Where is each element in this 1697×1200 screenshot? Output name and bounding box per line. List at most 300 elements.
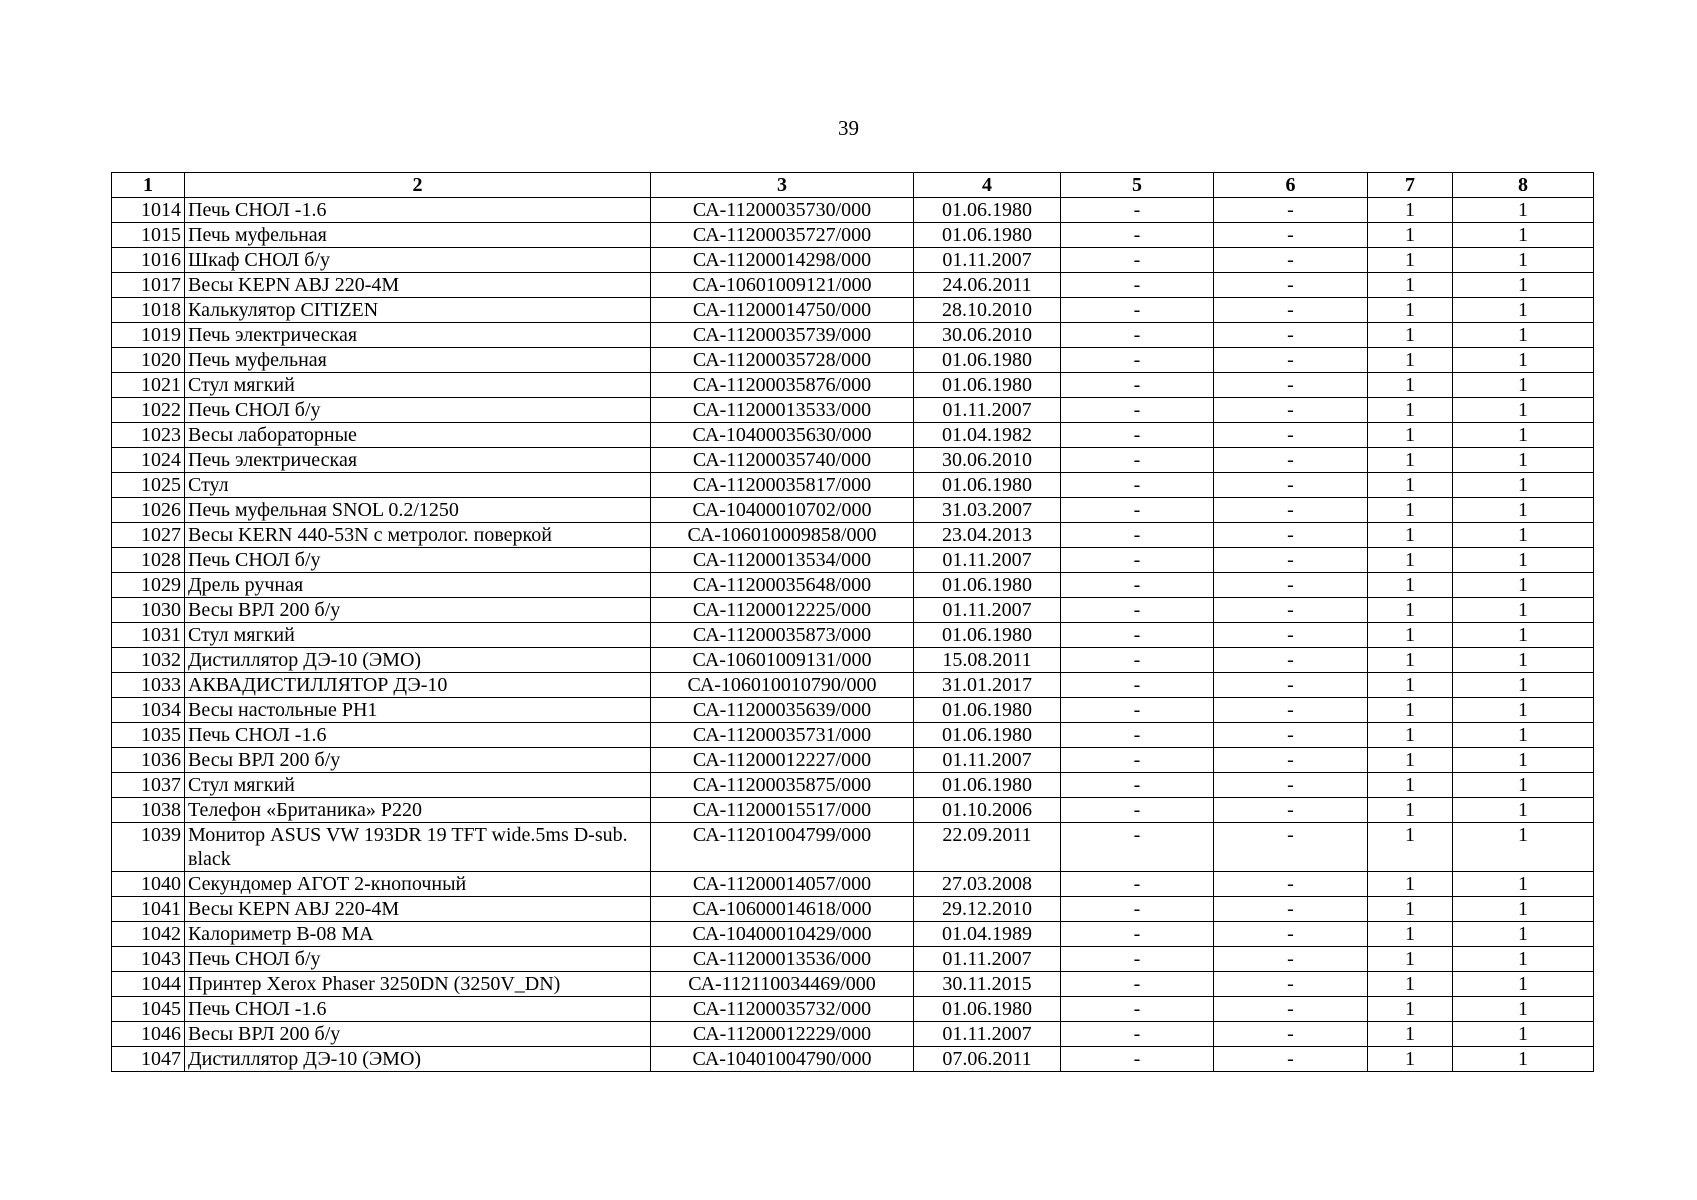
cell-date: 01.06.1980 (914, 773, 1061, 798)
cell-col-7: 1 (1368, 248, 1453, 273)
cell-col-6: - (1214, 1047, 1368, 1072)
cell-col-8: 1 (1453, 198, 1594, 223)
cell-col-6: - (1214, 348, 1368, 373)
cell-col-8: 1 (1453, 548, 1594, 573)
table-row (112, 922, 1594, 947)
cell-col-5: - (1061, 423, 1214, 448)
table-row (112, 473, 1594, 498)
cell-col-5: - (1061, 748, 1214, 773)
table-row (112, 947, 1594, 972)
cell-col-7: 1 (1368, 198, 1453, 223)
cell-inventory-code: СА-11200035727/000 (651, 223, 914, 248)
cell-col-5: - (1061, 698, 1214, 723)
cell-item-name: Весы KEPN ABJ 220-4M (185, 273, 651, 298)
cell-date: 24.06.2011 (914, 273, 1061, 298)
cell-inventory-code: СА-11200035732/000 (651, 997, 914, 1022)
table-row (112, 448, 1594, 473)
table-row (112, 298, 1594, 323)
cell-row-number: 1031 (112, 623, 185, 648)
table-row (112, 723, 1594, 748)
cell-col-5: - (1061, 573, 1214, 598)
cell-inventory-code: СА-11200012227/000 (651, 748, 914, 773)
cell-inventory-code: СА-11200013534/000 (651, 548, 914, 573)
cell-inventory-code: СА-11200035639/000 (651, 698, 914, 723)
cell-item-name: АКВАДИСТИЛЛЯТОР ДЭ-10 (185, 673, 651, 698)
cell-col-8: 1 (1453, 1022, 1594, 1047)
cell-col-5: - (1061, 398, 1214, 423)
cell-col-6: - (1214, 573, 1368, 598)
cell-row-number: 1036 (112, 748, 185, 773)
cell-date: 29.12.2010 (914, 897, 1061, 922)
cell-inventory-code: СА-11201004799/000 (651, 823, 914, 872)
cell-item-name: Весы ВРЛ 200 б/у (185, 1022, 651, 1047)
cell-col-5: - (1061, 623, 1214, 648)
cell-date: 22.09.2011 (914, 823, 1061, 872)
cell-row-number: 1021 (112, 373, 185, 398)
cell-col-7: 1 (1368, 473, 1453, 498)
cell-item-name: Дистиллятор ДЭ-10 (ЭМО) (185, 1047, 651, 1072)
cell-col-8: 1 (1453, 523, 1594, 548)
cell-col-6: - (1214, 897, 1368, 922)
cell-item-name: Печь электрическая (185, 448, 651, 473)
table-row (112, 323, 1594, 348)
cell-row-number: 1017 (112, 273, 185, 298)
cell-row-number: 1020 (112, 348, 185, 373)
cell-col-5: - (1061, 997, 1214, 1022)
cell-col-6: - (1214, 223, 1368, 248)
cell-item-name: Дистиллятор ДЭ-10 (ЭМО) (185, 648, 651, 673)
cell-item-name: Монитор ASUS VW 193DR 19 TFT wide.5ms D-sub. вlack (185, 823, 651, 872)
cell-col-8: 1 (1453, 623, 1594, 648)
cell-date: 23.04.2013 (914, 523, 1061, 548)
table-row (112, 623, 1594, 648)
column-header-4: 4 (914, 173, 1061, 198)
column-header-3: 3 (651, 173, 914, 198)
cell-col-8: 1 (1453, 823, 1594, 872)
cell-date: 01.11.2007 (914, 748, 1061, 773)
cell-inventory-code: СА-10600014618/000 (651, 897, 914, 922)
cell-col-8: 1 (1453, 348, 1594, 373)
table-row (112, 798, 1594, 823)
cell-col-7: 1 (1368, 773, 1453, 798)
cell-col-5: - (1061, 773, 1214, 798)
table-row (112, 523, 1594, 548)
cell-date: 31.03.2007 (914, 498, 1061, 523)
cell-col-6: - (1214, 773, 1368, 798)
table-row (112, 972, 1594, 997)
cell-col-6: - (1214, 698, 1368, 723)
cell-date: 01.06.1980 (914, 223, 1061, 248)
cell-col-8: 1 (1453, 223, 1594, 248)
table-row (112, 248, 1594, 273)
cell-col-8: 1 (1453, 723, 1594, 748)
cell-col-5: - (1061, 348, 1214, 373)
cell-col-7: 1 (1368, 997, 1453, 1022)
cell-row-number: 1041 (112, 897, 185, 922)
table-row (112, 573, 1594, 598)
cell-date: 01.04.1982 (914, 423, 1061, 448)
cell-col-8: 1 (1453, 947, 1594, 972)
cell-col-7: 1 (1368, 748, 1453, 773)
cell-inventory-code: СА-11200015517/000 (651, 798, 914, 823)
page-number: 39 (838, 116, 859, 140)
cell-col-5: - (1061, 223, 1214, 248)
table-row (112, 373, 1594, 398)
cell-inventory-code: СА-106010009858/000 (651, 523, 914, 548)
cell-date: 01.11.2007 (914, 947, 1061, 972)
cell-col-8: 1 (1453, 248, 1594, 273)
cell-date: 01.06.1980 (914, 723, 1061, 748)
table-row (112, 198, 1594, 223)
cell-inventory-code: СА-11200014298/000 (651, 248, 914, 273)
cell-col-6: - (1214, 748, 1368, 773)
cell-item-name: Телефон «Британика» Р220 (185, 798, 651, 823)
cell-item-name: Весы KERN 440-53N с метролог. поверкой (185, 523, 651, 548)
cell-col-5: - (1061, 523, 1214, 548)
cell-col-6: - (1214, 922, 1368, 947)
cell-col-6: - (1214, 947, 1368, 972)
cell-col-5: - (1061, 798, 1214, 823)
cell-date: 01.11.2007 (914, 398, 1061, 423)
cell-col-8: 1 (1453, 922, 1594, 947)
cell-date: 01.06.1980 (914, 623, 1061, 648)
cell-inventory-code: СА-11200035876/000 (651, 373, 914, 398)
cell-row-number: 1043 (112, 947, 185, 972)
cell-col-8: 1 (1453, 673, 1594, 698)
cell-inventory-code: СА-11200035817/000 (651, 473, 914, 498)
cell-inventory-code: СА-10400010429/000 (651, 922, 914, 947)
cell-item-name: Весы KEPN ABJ 220-4M (185, 897, 651, 922)
table-row (112, 1047, 1594, 1072)
column-header-1: 1 (112, 173, 185, 198)
cell-col-6: - (1214, 373, 1368, 398)
cell-inventory-code: СА-11200012225/000 (651, 598, 914, 623)
cell-row-number: 1030 (112, 598, 185, 623)
cell-row-number: 1019 (112, 323, 185, 348)
cell-col-5: - (1061, 198, 1214, 223)
table-row (112, 423, 1594, 448)
cell-col-7: 1 (1368, 298, 1453, 323)
cell-item-name: Печь электрическая (185, 323, 651, 348)
cell-item-name: Калькулятор CITIZEN (185, 298, 651, 323)
column-header-8: 8 (1453, 173, 1594, 198)
cell-col-7: 1 (1368, 598, 1453, 623)
cell-row-number: 1015 (112, 223, 185, 248)
cell-col-7: 1 (1368, 423, 1453, 448)
cell-item-name: Стул мягкий (185, 623, 651, 648)
table-row (112, 223, 1594, 248)
cell-item-name: Стул мягкий (185, 773, 651, 798)
cell-col-7: 1 (1368, 823, 1453, 872)
cell-col-6: - (1214, 1022, 1368, 1047)
column-header-5: 5 (1061, 173, 1214, 198)
cell-col-6: - (1214, 398, 1368, 423)
cell-item-name: Стул мягкий (185, 373, 651, 398)
cell-item-name: Печь СНОЛ б/у (185, 548, 651, 573)
cell-col-5: - (1061, 273, 1214, 298)
cell-item-name: Шкаф СНОЛ б/у (185, 248, 651, 273)
cell-col-6: - (1214, 248, 1368, 273)
cell-col-5: - (1061, 648, 1214, 673)
table-row (112, 673, 1594, 698)
cell-col-5: - (1061, 373, 1214, 398)
cell-col-6: - (1214, 423, 1368, 448)
cell-row-number: 1038 (112, 798, 185, 823)
cell-date: 01.06.1980 (914, 373, 1061, 398)
cell-col-7: 1 (1368, 673, 1453, 698)
cell-col-8: 1 (1453, 323, 1594, 348)
cell-date: 01.11.2007 (914, 1022, 1061, 1047)
cell-col-6: - (1214, 623, 1368, 648)
cell-date: 01.06.1980 (914, 698, 1061, 723)
cell-inventory-code: СА-11200035875/000 (651, 773, 914, 798)
cell-item-name: Дрель ручная (185, 573, 651, 598)
cell-row-number: 1035 (112, 723, 185, 748)
cell-inventory-code: СА-10400010702/000 (651, 498, 914, 523)
cell-col-7: 1 (1368, 798, 1453, 823)
cell-col-5: - (1061, 1047, 1214, 1072)
cell-col-5: - (1061, 498, 1214, 523)
cell-col-8: 1 (1453, 373, 1594, 398)
cell-col-6: - (1214, 823, 1368, 872)
cell-col-7: 1 (1368, 573, 1453, 598)
cell-col-8: 1 (1453, 773, 1594, 798)
cell-date: 31.01.2017 (914, 673, 1061, 698)
cell-col-6: - (1214, 473, 1368, 498)
table-row (112, 897, 1594, 922)
table-row (112, 872, 1594, 897)
cell-row-number: 1014 (112, 198, 185, 223)
cell-col-7: 1 (1368, 348, 1453, 373)
cell-inventory-code: СА-106010010790/000 (651, 673, 914, 698)
cell-row-number: 1018 (112, 298, 185, 323)
table-row (112, 273, 1594, 298)
cell-col-6: - (1214, 548, 1368, 573)
cell-item-name: Печь муфельная (185, 223, 651, 248)
cell-col-5: - (1061, 897, 1214, 922)
cell-col-5: - (1061, 1022, 1214, 1047)
cell-item-name: Печь муфельная (185, 348, 651, 373)
cell-col-8: 1 (1453, 573, 1594, 598)
cell-row-number: 1016 (112, 248, 185, 273)
table-header-row (112, 173, 1594, 198)
cell-col-7: 1 (1368, 523, 1453, 548)
table-row (112, 773, 1594, 798)
cell-inventory-code: СА-10400035630/000 (651, 423, 914, 448)
cell-item-name: Весы настольные РН1 (185, 698, 651, 723)
cell-row-number: 1025 (112, 473, 185, 498)
cell-col-8: 1 (1453, 448, 1594, 473)
cell-date: 01.11.2007 (914, 248, 1061, 273)
cell-item-name: Печь СНОЛ б/у (185, 398, 651, 423)
cell-col-5: - (1061, 473, 1214, 498)
table-row (112, 698, 1594, 723)
cell-col-8: 1 (1453, 897, 1594, 922)
cell-col-8: 1 (1453, 498, 1594, 523)
cell-col-7: 1 (1368, 398, 1453, 423)
cell-item-name: Печь СНОЛ -1.6 (185, 997, 651, 1022)
cell-date: 27.03.2008 (914, 872, 1061, 897)
cell-item-name: Печь СНОЛ б/у (185, 947, 651, 972)
cell-date: 30.06.2010 (914, 323, 1061, 348)
cell-col-8: 1 (1453, 748, 1594, 773)
cell-row-number: 1028 (112, 548, 185, 573)
cell-col-7: 1 (1368, 1022, 1453, 1047)
cell-col-6: - (1214, 673, 1368, 698)
cell-inventory-code: СА-11200013533/000 (651, 398, 914, 423)
cell-item-name: Весы лабораторные (185, 423, 651, 448)
cell-item-name: Печь муфельная SNOL 0.2/1250 (185, 498, 651, 523)
cell-col-5: - (1061, 823, 1214, 872)
cell-col-7: 1 (1368, 448, 1453, 473)
cell-item-name: Печь СНОЛ -1.6 (185, 723, 651, 748)
cell-date: 15.08.2011 (914, 648, 1061, 673)
cell-col-5: - (1061, 872, 1214, 897)
cell-inventory-code: СА-11200014057/000 (651, 872, 914, 897)
cell-col-6: - (1214, 273, 1368, 298)
cell-row-number: 1027 (112, 523, 185, 548)
cell-col-6: - (1214, 448, 1368, 473)
cell-col-7: 1 (1368, 273, 1453, 298)
cell-col-7: 1 (1368, 972, 1453, 997)
cell-col-6: - (1214, 523, 1368, 548)
cell-inventory-code: СА-10601009121/000 (651, 273, 914, 298)
cell-col-6: - (1214, 872, 1368, 897)
cell-inventory-code: СА-11200035728/000 (651, 348, 914, 373)
cell-date: 01.10.2006 (914, 798, 1061, 823)
cell-col-6: - (1214, 723, 1368, 748)
column-header-6: 6 (1214, 173, 1368, 198)
cell-row-number: 1029 (112, 573, 185, 598)
cell-row-number: 1040 (112, 872, 185, 897)
cell-row-number: 1034 (112, 698, 185, 723)
cell-inventory-code: СА-11200035740/000 (651, 448, 914, 473)
cell-col-7: 1 (1368, 897, 1453, 922)
cell-col-8: 1 (1453, 398, 1594, 423)
cell-col-7: 1 (1368, 1047, 1453, 1072)
cell-inventory-code: СА-10401004790/000 (651, 1047, 914, 1072)
cell-row-number: 1044 (112, 972, 185, 997)
cell-date: 28.10.2010 (914, 298, 1061, 323)
table-row (112, 598, 1594, 623)
cell-row-number: 1023 (112, 423, 185, 448)
cell-col-7: 1 (1368, 623, 1453, 648)
cell-col-7: 1 (1368, 498, 1453, 523)
cell-col-5: - (1061, 723, 1214, 748)
table-row (112, 398, 1594, 423)
cell-inventory-code: СА-11200035731/000 (651, 723, 914, 748)
cell-col-7: 1 (1368, 723, 1453, 748)
cell-col-7: 1 (1368, 872, 1453, 897)
cell-col-8: 1 (1453, 997, 1594, 1022)
inventory-table (111, 172, 1594, 1072)
cell-col-6: - (1214, 648, 1368, 673)
cell-inventory-code: СА-112110034469/000 (651, 972, 914, 997)
cell-col-8: 1 (1453, 798, 1594, 823)
cell-col-8: 1 (1453, 273, 1594, 298)
cell-inventory-code: СА-11200035739/000 (651, 323, 914, 348)
table-row (112, 823, 1594, 872)
cell-date: 01.06.1980 (914, 348, 1061, 373)
cell-col-5: - (1061, 922, 1214, 947)
cell-row-number: 1045 (112, 997, 185, 1022)
table-row (112, 997, 1594, 1022)
cell-item-name: Печь СНОЛ -1.6 (185, 198, 651, 223)
column-header-7: 7 (1368, 173, 1453, 198)
cell-row-number: 1024 (112, 448, 185, 473)
cell-col-7: 1 (1368, 373, 1453, 398)
table-row (112, 748, 1594, 773)
cell-date: 01.11.2007 (914, 598, 1061, 623)
table-row (112, 648, 1594, 673)
cell-row-number: 1047 (112, 1047, 185, 1072)
cell-col-7: 1 (1368, 548, 1453, 573)
cell-col-7: 1 (1368, 323, 1453, 348)
cell-date: 01.06.1980 (914, 198, 1061, 223)
cell-inventory-code: СА-11200035730/000 (651, 198, 914, 223)
cell-col-5: - (1061, 947, 1214, 972)
cell-date: 01.11.2007 (914, 548, 1061, 573)
cell-row-number: 1037 (112, 773, 185, 798)
cell-item-name: Калориметр В-08 МА (185, 922, 651, 947)
cell-inventory-code: СА-11200035873/000 (651, 623, 914, 648)
cell-col-8: 1 (1453, 872, 1594, 897)
cell-inventory-code: СА-11200013536/000 (651, 947, 914, 972)
cell-item-name: Секундомер АГОТ 2-кнопочный (185, 872, 651, 897)
column-header-2: 2 (185, 173, 651, 198)
cell-date: 07.06.2011 (914, 1047, 1061, 1072)
cell-inventory-code: СА-11200012229/000 (651, 1022, 914, 1047)
cell-col-6: - (1214, 598, 1368, 623)
cell-inventory-code: СА-10601009131/000 (651, 648, 914, 673)
cell-col-8: 1 (1453, 648, 1594, 673)
cell-col-5: - (1061, 673, 1214, 698)
cell-row-number: 1022 (112, 398, 185, 423)
cell-col-5: - (1061, 323, 1214, 348)
cell-row-number: 1032 (112, 648, 185, 673)
cell-col-5: - (1061, 248, 1214, 273)
cell-col-7: 1 (1368, 947, 1453, 972)
cell-col-8: 1 (1453, 598, 1594, 623)
cell-item-name: Стул (185, 473, 651, 498)
cell-col-5: - (1061, 598, 1214, 623)
cell-row-number: 1046 (112, 1022, 185, 1047)
cell-col-8: 1 (1453, 298, 1594, 323)
cell-col-8: 1 (1453, 423, 1594, 448)
cell-col-7: 1 (1368, 698, 1453, 723)
cell-item-name: Весы ВРЛ 200 б/у (185, 748, 651, 773)
table-body (112, 198, 1594, 1072)
cell-col-7: 1 (1368, 922, 1453, 947)
cell-col-5: - (1061, 448, 1214, 473)
cell-date: 30.11.2015 (914, 972, 1061, 997)
cell-item-name: Весы ВРЛ 200 б/у (185, 598, 651, 623)
cell-col-7: 1 (1368, 223, 1453, 248)
table-row (112, 348, 1594, 373)
cell-row-number: 1042 (112, 922, 185, 947)
cell-col-6: - (1214, 972, 1368, 997)
cell-row-number: 1033 (112, 673, 185, 698)
cell-col-6: - (1214, 298, 1368, 323)
cell-col-6: - (1214, 498, 1368, 523)
cell-date: 30.06.2010 (914, 448, 1061, 473)
table-row (112, 498, 1594, 523)
cell-col-5: - (1061, 548, 1214, 573)
cell-col-7: 1 (1368, 648, 1453, 673)
cell-col-6: - (1214, 997, 1368, 1022)
cell-col-8: 1 (1453, 698, 1594, 723)
cell-col-8: 1 (1453, 473, 1594, 498)
